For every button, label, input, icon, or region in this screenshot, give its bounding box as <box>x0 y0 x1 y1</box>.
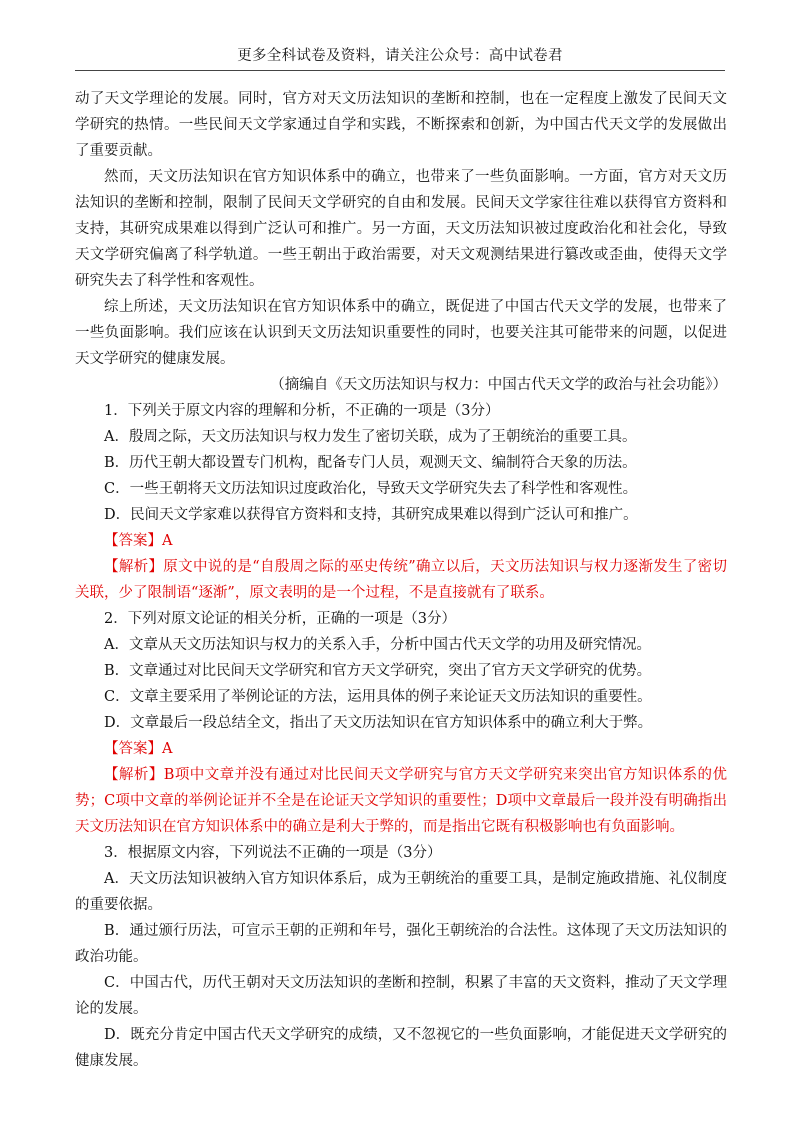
question-2-option-d: D．文章最后一段总结全文，指出了天文历法知识在官方知识体系中的确立利大于弊。 <box>104 715 653 731</box>
header-divider <box>75 70 725 71</box>
question-1-stem: 1．下列关于原文内容的理解和分析，不正确的一项是（3分） <box>104 403 500 419</box>
passage-paragraph-1: 动了天文学理论的发展。同时，官方对天文历法知识的垄断和控制，也在一定程度上激发了民间天文学研究的热情。一些民间天文学家通过自学和实践，不断探索和创新，为中国古代天文学的发展做出了重要贡献。 <box>75 91 727 159</box>
question-1-option-b: B．历代王朝大都设置专门机构，配备专门人员，观测天文、编制符合天象的历法。 <box>104 455 637 471</box>
question-3-option-d: D．既充分肯定中国古代天文学研究的成绩，又不忽视它的一些负面影响，才能促进天文学研究的健康发展。 <box>75 1027 727 1069</box>
document-body <box>75 86 727 1074</box>
question-3-option-c: C．中国古代，历代王朝对天文历法知识的垄断和控制，积累了丰富的天文资料，推动了天文学理论的发展。 <box>75 975 727 1017</box>
passage-source: （摘编自《天文历法知识与权力：中国古代天文学的政治与社会功能》） <box>270 377 727 393</box>
question-1-option-a: A．殷周之际，天文历法知识与权力发生了密切关联，成为了王朝统治的重要工具。 <box>104 429 637 445</box>
question-3-option-a: A．天文历法知识被纳入官方知识体系后，成为王朝统治的重要工具，是制定施政措施、礼仪制度的重要依据。 <box>75 871 727 913</box>
question-2-answer: 【答案】A <box>104 741 173 757</box>
question-1-option-c: C．一些王朝将天文历法知识过度政治化，导致天文学研究失去了科学性和客观性。 <box>104 481 638 497</box>
question-1-option-d: D．民间天文学家难以获得官方资料和支持，其研究成果难以得到广泛认可和推广。 <box>104 507 638 523</box>
question-2-option-c: C．文章主要采用了举例论证的方法，运用具体的例子来论证天文历法知识的重要性。 <box>104 689 652 705</box>
question-3-stem: 3．根据原文内容，下列说法不正确的一项是（3分） <box>104 845 442 861</box>
passage-paragraph-2: 然而，天文历法知识在官方知识体系中的确立，也带来了一些负面影响。一方面，官方对天文历法知识的垄断和控制，限制了民间天文学研究的自由和发展。民间天文学家往往难以获得官方资料和支持，其研究成果难以得到广泛认可和推广。另一方面，天文历法知识被过度政治化和社会化，导致天文学研究偏离了科学轨道。一些王朝出于政治需要，对天文观测结果进行篡改或歪曲，使得天文学研究失去了科学性和客观性。 <box>75 169 727 289</box>
question-3-option-b: B．通过颁行历法，可宣示王朝的正朔和年号，强化王朝统治的合法性。这体现了天文历法知识的政治功能。 <box>75 923 727 965</box>
question-2-option-a: A．文章从天文历法知识与权力的关系入手，分析中国古代天文学的功用及研究情况。 <box>104 637 651 653</box>
question-2-explanation: 【解析】B项中文章并没有通过对比民间天文学研究与官方天文学研究来突出官方知识体系的优势；C项中文章的举例论证并不全是在论证天文学知识的重要性；D项中文章最后一段并没有明确指出天文历法知识在官方知识体系中的确立是利大于弊的，而是指出它既有积极影响也有负面影响。 <box>75 767 727 835</box>
question-1-explanation: 【解析】原文中说的是“自殷周之际的巫史传统”确立以后，天文历法知识与权力逐渐发生了密切关联，少了限制语“逐渐”，原文表明的是一个过程，不是直接就有了联系。 <box>75 559 727 601</box>
question-2-stem: 2．下列对原文论证的相关分析，正确的一项是（3分） <box>104 611 456 627</box>
question-2-option-b: B．文章通过对比民间天文学研究和官方天文学研究，突出了官方天文学研究的优势。 <box>104 663 652 679</box>
passage-paragraph-3: 综上所述，天文历法知识在官方知识体系中的确立，既促进了中国古代天文学的发展，也带来了一些负面影响。我们应该在认识到天文历法知识重要性的同时，也要关注其可能带来的问题，以促进天文学研究的健康发展。 <box>75 299 727 367</box>
page-header: 更多全科试卷及资料，请关注公众号：高中试卷君 <box>237 48 563 64</box>
question-1-answer: 【答案】A <box>104 533 173 549</box>
